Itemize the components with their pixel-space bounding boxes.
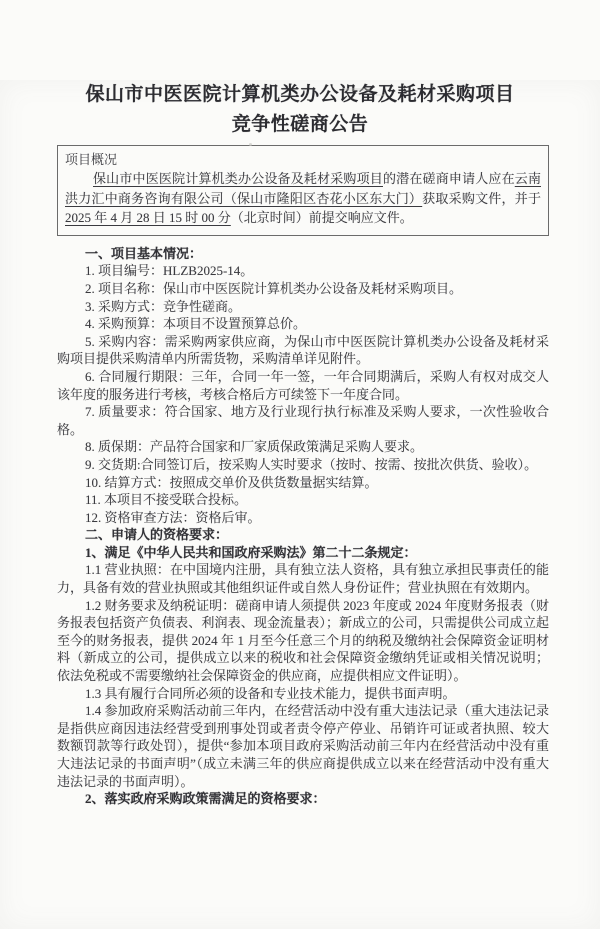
item-1-project-number: 1. 项目编号：HLZB2025-14。 xyxy=(85,263,254,279)
document-page xyxy=(0,80,600,929)
item-3-procurement-method: 3. 采购方式：竞争性磋商。 xyxy=(85,298,242,314)
overview-segment: 保山市中医医院计算机类办公设备及耗材采购项目 xyxy=(93,171,383,186)
title-line-2: 竞争性磋商公告 xyxy=(231,114,369,135)
overview-segment: 的潜在磋商申请人应在 xyxy=(382,171,515,186)
item-8-warranty: 8. 质保期：产品符合国家和厂家质保政策满足采购人要求。 xyxy=(85,439,424,455)
project-overview-box xyxy=(57,145,549,236)
section-2-heading: 二、申请人的资格要求： xyxy=(85,527,229,543)
item-5-content: 5. 采购内容：需采购两家供应商，为保山市中医医院计算机类办公设备及耗材采购项目提供采购清单内所需货物，采购清单详见附件。 xyxy=(57,333,549,367)
item-9-delivery: 9. 交货期:合同签订后，按采购人实时要求（按时、按需、按批次供货、验收）。 xyxy=(85,456,538,472)
document-body xyxy=(57,245,549,808)
req-1-2-finance: 1.2 财务要求及纳税证明：磋商申请人须提供 2023 年度或 2024 年度财务报表（财务报表包括资产负债表、利润表、现金流量表）；新成立的公司，只需提供公司成立起至今的财务报表，提供 2024 年 1 月至今任意三个月的纳税及缴纳社会保障资金证明材料（新成立的公司，提供成立以来的税收和社会保障资金缴纳凭证或相关情况说明；依法免税或不需要缴纳社会保障资金的供应商，应提供相应文件证明）。 xyxy=(57,597,549,684)
scan-speck xyxy=(376,94,386,96)
item-10-settlement: 10. 结算方式：按照成交单价及供货数量据实结算。 xyxy=(85,474,378,490)
item-6-contract-term: 6. 合同履行期限：三年，合同一年一签，一年合同期满后，采购人有权对成交人该年度的服务进行考核，考核合格后方可续签下一年度合同。 xyxy=(57,368,549,402)
overview-segment: 获取采购文件，并于 xyxy=(422,190,541,206)
item-11-no-consortium: 11. 本项目不接受联合投标。 xyxy=(85,492,248,508)
item-12-qualification-review: 12. 资格审查方法：资格后审。 xyxy=(85,509,261,525)
scan-speck xyxy=(249,143,252,146)
req-1-heading: 1、满足《中华人民共和国政府采购法》第二十二条规定： xyxy=(85,544,417,560)
scan-speck xyxy=(344,88,370,91)
req-1-3-capability: 1.3 具有履行合同所必须的设备和专业技术能力，提供书面声明。 xyxy=(85,685,456,701)
overview-segment: （北京时间）前提交响应文件。 xyxy=(230,210,413,226)
req-1-4-no-violations: 1.4 参加政府采购活动前三年内，在经营活动中没有重大违法记录（重大违法记录是指供应商因违法经营受到刑事处罚或者责令停产停业、吊销许可证或者执照、较大数额罚款等行政处罚），提供“参加本项目政府采购活动前三年内在经营活动中没有重大违法记录的书面声明”（成立未满三年的供应商提供成立以来在经营活动中没有重大违法记录的书面声明）。 xyxy=(57,703,549,789)
item-7-quality: 7. 质量要求：符合国家、地方及行业现行执行标准及采购人要求，一次性验收合格。 xyxy=(57,404,549,437)
overview-segment: 云南洪力汇中商务咨询有限公司（保山市隆阳区杏花小区东大门） xyxy=(65,171,541,206)
req-2-heading: 2、落实政府采购政策需满足的资格要求： xyxy=(85,791,326,807)
overview-segment: 2025 年 4 月 28 日 15 时 00 分 xyxy=(65,210,231,226)
title-line-1: 保山市中医医院计算机类办公设备及耗材采购项目 xyxy=(85,84,515,105)
item-4-budget: 4. 采购预算：本项目不设置预算总价。 xyxy=(85,316,307,332)
req-1-1-license: 1.1 营业执照：在中国境内注册，具有独立法人资格，具有独立承担民事责任的能力，具备有效的营业执照或其他组织证件或自然人身份证件；营业执照在有效期内。 xyxy=(57,562,549,596)
page-title xyxy=(0,80,600,140)
item-2-project-name: 2. 项目名称：保山市中医医院计算机类办公设备及耗材采购项目。 xyxy=(85,280,463,296)
overview-heading: 项目概况 xyxy=(65,152,118,167)
section-1-heading: 一、项目基本情况： xyxy=(85,245,203,261)
overview-paragraph xyxy=(65,169,541,228)
